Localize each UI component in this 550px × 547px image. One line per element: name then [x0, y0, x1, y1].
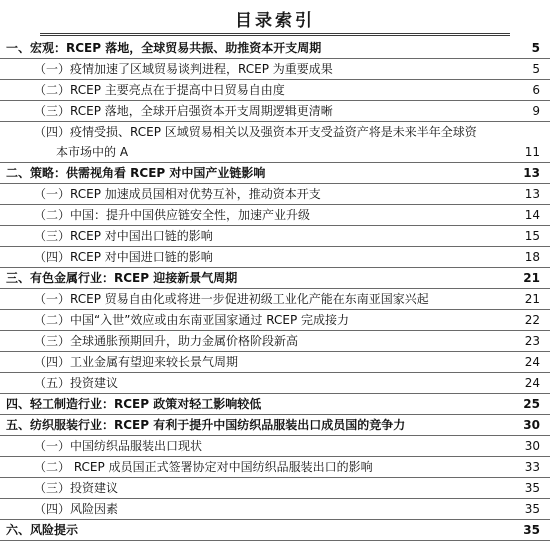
toc-subsection[interactable]	[0, 373, 550, 394]
toc-page-number: 5	[532, 62, 540, 76]
toc-section-1[interactable]	[0, 38, 550, 59]
toc-page-number: 24	[524, 355, 540, 369]
toc-label: （三）RCEP 对中国出口链的影响	[34, 229, 213, 243]
toc-page-number: 35	[524, 502, 540, 516]
toc-page-number: 5	[531, 41, 540, 55]
toc-label: （四）风险因素	[34, 502, 119, 516]
toc-section-5[interactable]	[0, 415, 550, 436]
toc-label: （二）中国：提升中国供应链安全性，加速产业升级	[34, 208, 311, 222]
toc-page-number: 21	[524, 292, 540, 306]
toc-subsection[interactable]	[0, 122, 550, 142]
toc-section-2[interactable]	[0, 163, 550, 184]
toc-page-number: 13	[524, 187, 540, 201]
toc-label: 二、策略：供需视角看 RCEP 对中国产业链影响	[6, 166, 266, 180]
toc-label: （二）RCEP 主要亮点在于提高中日贸易自由度	[34, 83, 285, 97]
page-title: 目录索引	[235, 11, 315, 31]
toc-label: （二） RCEP 成员国正式签署协定对中国纺织品服装出口的影响	[34, 460, 373, 474]
toc-page-number: 23	[524, 334, 540, 348]
toc-label: 一、宏观：RCEP 落地，全球贸易共振、助推资本开支周期	[6, 41, 322, 55]
toc-subsection[interactable]	[0, 59, 550, 80]
toc-subsection-continued[interactable]	[0, 142, 550, 163]
toc-subsection[interactable]	[0, 436, 550, 457]
toc-page-number: 14	[524, 208, 540, 222]
toc-label: 六、风险提示	[6, 523, 79, 537]
toc-label: （四）RCEP 对中国进口链的影响	[34, 250, 213, 264]
title-rule-top	[40, 33, 510, 34]
toc-page-number: 30	[524, 439, 540, 453]
toc-page-number: 30	[523, 418, 540, 432]
toc-subsection[interactable]	[0, 226, 550, 247]
toc-page-number: 6	[532, 83, 540, 97]
toc-subsection[interactable]	[0, 80, 550, 101]
toc-page-number: 9	[532, 104, 540, 118]
toc-page-number: 35	[524, 481, 540, 495]
toc-label: （五）投资建议	[34, 376, 119, 390]
toc-page-number: 11	[524, 145, 540, 159]
toc-label: （一）RCEP 加速成员国相对优势互补，推动资本开支	[34, 187, 321, 201]
toc-label: （四）工业金属有望迎来较长景气周期	[34, 355, 239, 369]
toc-page-number: 24	[524, 376, 540, 390]
toc-page-number: 22	[524, 313, 540, 327]
toc-subsection[interactable]	[0, 247, 550, 268]
toc-page-number: 15	[524, 229, 540, 243]
toc-subsection[interactable]	[0, 478, 550, 499]
toc-page-number: 21	[523, 271, 540, 285]
toc-page-number: 25	[523, 397, 540, 411]
toc-section-4[interactable]	[0, 394, 550, 415]
toc-subsection[interactable]	[0, 352, 550, 373]
toc-section-6[interactable]	[0, 520, 550, 541]
toc-label: （二）中国“入世”效应或由东南亚国家通过 RCEP 完成接力	[34, 313, 350, 327]
toc-page-number: 13	[523, 166, 540, 180]
title-rule-bottom	[40, 35, 510, 36]
toc-section-3[interactable]	[0, 268, 550, 289]
toc-label: （一）中国纺织品服装出口现状	[34, 439, 203, 453]
toc-subsection[interactable]	[0, 457, 550, 478]
toc-page-number: 35	[523, 523, 540, 537]
toc-label: （一）RCEP 贸易自由化或将进一步促进初级工业化产能在东南亚国家兴起	[34, 292, 429, 306]
toc-label: 五、纺织服装行业：RCEP 有利于提升中国纺织品服装出口成员国的竞争力	[6, 418, 406, 432]
toc-label: （三）投资建议	[34, 481, 119, 495]
toc-subsection[interactable]	[0, 101, 550, 122]
toc-label: （一）疫情加速了区域贸易谈判进程，RCEP 为重要成果	[34, 62, 333, 76]
toc-subsection[interactable]	[0, 184, 550, 205]
toc-subsection[interactable]	[0, 331, 550, 352]
toc-label: （三）RCEP 落地，全球开启强资本开支周期逻辑更清晰	[34, 104, 333, 118]
toc-label: 本市场中的 A	[56, 145, 129, 159]
toc-subsection[interactable]	[0, 499, 550, 520]
toc-page-number: 33	[524, 460, 540, 474]
toc-label: 四、轻工制造行业：RCEP 政策对轻工影响较低	[6, 397, 262, 411]
toc-label: 三、有色金属行业：RCEP 迎接新景气周期	[6, 271, 238, 285]
toc-subsection[interactable]	[0, 289, 550, 310]
toc-page-number: 18	[524, 250, 540, 264]
toc-label: （三）全球通胀预期回升，助力金属价格阶段新高	[34, 334, 299, 348]
toc-subsection[interactable]	[0, 205, 550, 226]
toc-subsection[interactable]	[0, 310, 550, 331]
toc-label: （四）疫情受损、RCEP 区域贸易相关以及强资本开支受益资产将是未来半年全球资	[34, 125, 477, 139]
table-of-contents	[0, 38, 550, 541]
